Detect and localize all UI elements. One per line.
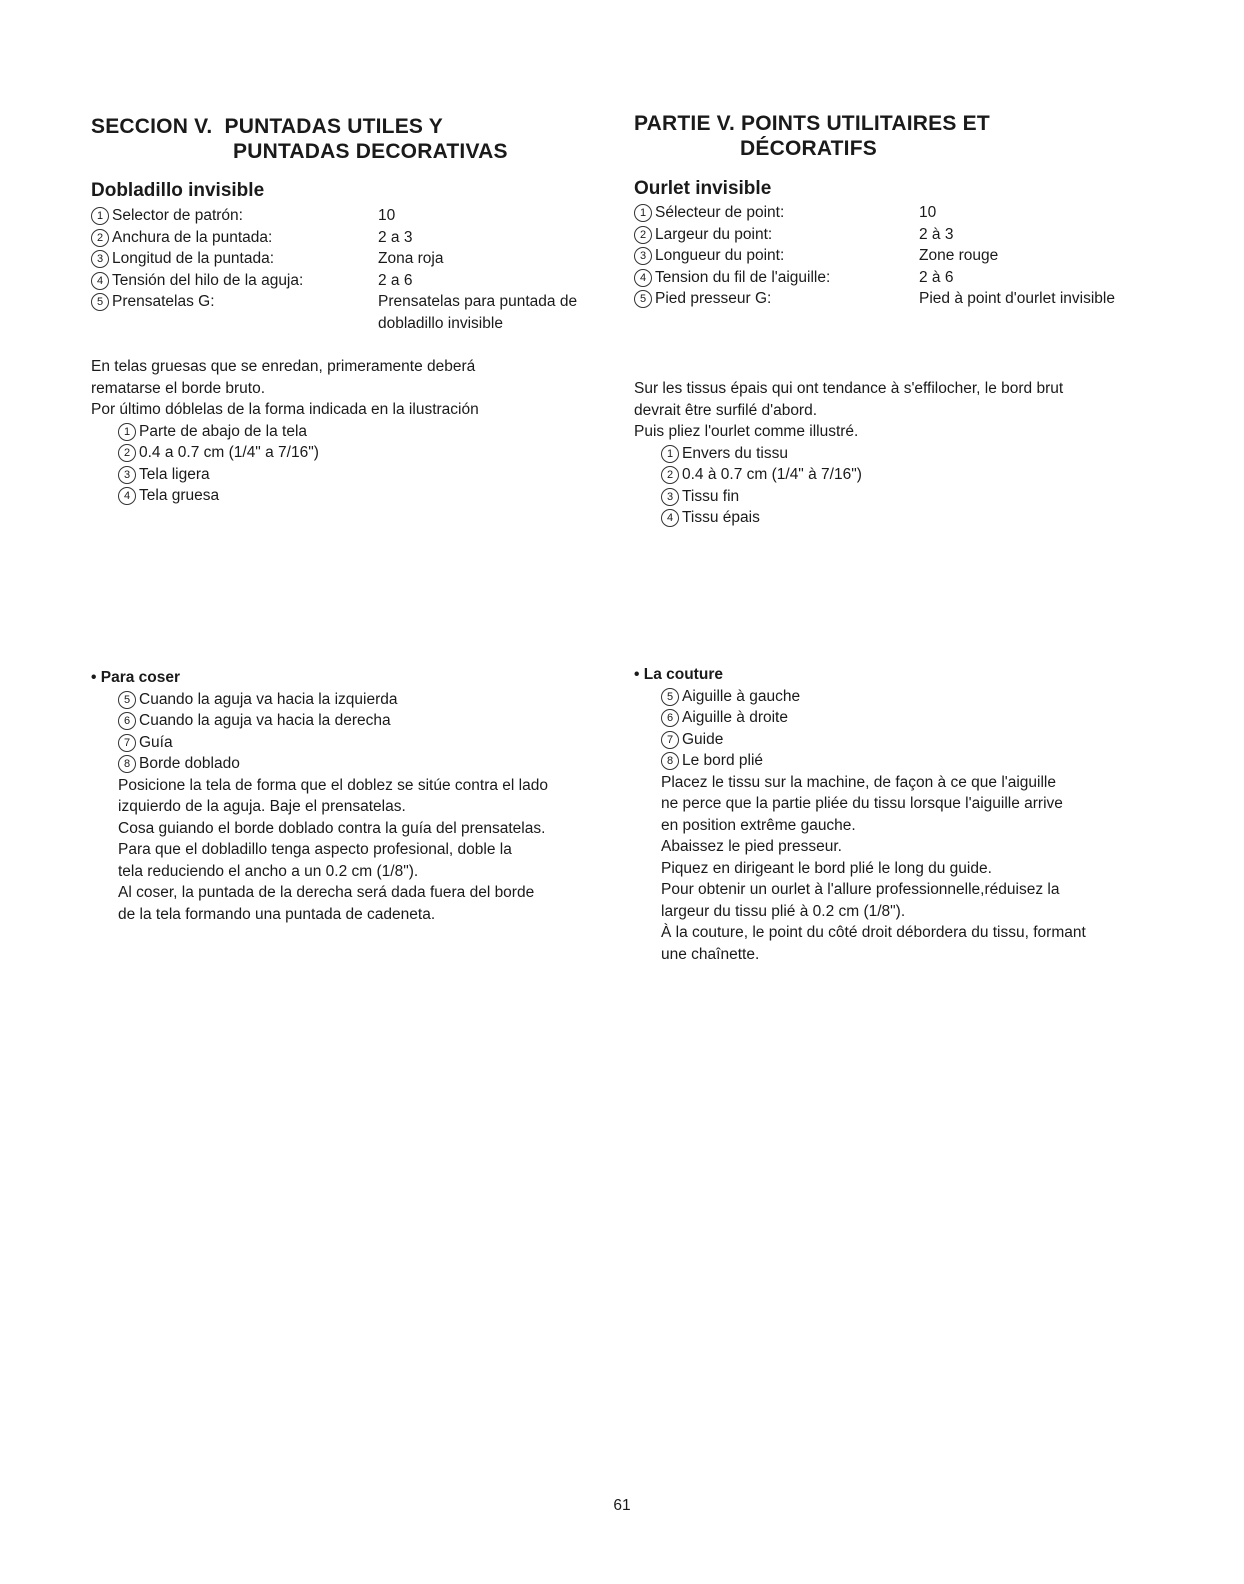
- left-setting-row: [91, 227, 621, 249]
- setting-value: Prensatelas para puntada de: [378, 293, 578, 310]
- sew-text-line: en position extrême gauche.: [661, 816, 856, 834]
- setting-label: Tensión del hilo de la aguja:: [112, 271, 304, 289]
- circled-number-icon: 1: [661, 445, 679, 463]
- setting-label: Longueur du point:: [655, 247, 785, 264]
- setting-value: 2 à 6: [919, 268, 954, 286]
- circled-number-icon: 8: [661, 752, 679, 770]
- left-setting-row: [91, 270, 621, 292]
- sew-text-line: tela reduciendo el ancho a un 0.2 cm (1/8").: [118, 862, 419, 880]
- left-title: [91, 114, 611, 164]
- setting-value: 2 a 3: [378, 228, 413, 246]
- intro-line: Sur les tissus épais qui ont tendance à s'effilocher, le bord brut: [634, 380, 1064, 397]
- part-item: [91, 464, 631, 486]
- intro-line: Por último dóblelas de la forma indicada en la ilustración: [91, 401, 479, 418]
- setting-value: Zone rouge: [919, 247, 999, 264]
- circled-number-icon: 1: [118, 423, 136, 441]
- left-setting-row: [91, 291, 621, 334]
- part-text: Parte de abajo de la tela: [139, 422, 308, 440]
- sew-text-line: une chaînette.: [661, 945, 760, 963]
- setting-value: Zona roja: [378, 250, 444, 267]
- right-title-heading: [634, 111, 1194, 161]
- sew-text-line: À la couture, le point du côté droit débordera du tissu, formant: [661, 924, 1086, 941]
- circled-number-icon: 3: [634, 247, 652, 265]
- left-title-line2: PUNTADAS DECORATIVAS: [233, 140, 508, 163]
- part-item: [91, 442, 631, 464]
- sew-item: [634, 686, 1204, 708]
- sew-text-line: de la tela formando una puntada de cadeneta.: [118, 905, 436, 923]
- circled-number-icon: 2: [118, 444, 136, 462]
- circled-number-icon: 2: [634, 226, 652, 244]
- sew-text-line: izquierdo de la aguja. Baje el prensatelas.: [118, 798, 406, 815]
- left-intro: [91, 356, 631, 507]
- part-text: Tela ligera: [139, 465, 210, 483]
- circled-number-icon: 5: [634, 290, 652, 308]
- sew-item-text: Aiguille à droite: [682, 709, 788, 726]
- sew-item-text: Cuando la aguja va hacia la izquierda: [139, 690, 398, 708]
- right-setting-row: [634, 245, 1194, 267]
- circled-number-icon: 3: [91, 250, 109, 268]
- circled-number-icon: 4: [91, 272, 109, 290]
- sew-item-text: Guía: [139, 733, 173, 751]
- setting-label: Selector de patrón:: [112, 207, 243, 224]
- right-title-line2: DÉCORATIFS: [740, 137, 877, 160]
- sew-text-line: Pour obtenir un ourlet à l'allure professionnelle,réduisez la: [661, 881, 1060, 898]
- left-setting-row: [91, 248, 621, 270]
- right-setting-row: [634, 267, 1194, 289]
- right-settings-list: [634, 202, 1194, 310]
- setting-value: 2 à 3: [919, 225, 954, 243]
- circled-number-icon: 4: [661, 509, 679, 527]
- circled-number-icon: 3: [118, 466, 136, 484]
- circled-number-icon: 6: [661, 709, 679, 727]
- sew-item-text: Le bord plié: [682, 752, 764, 769]
- left-setting-row: [91, 205, 621, 227]
- sew-item: [634, 707, 1204, 729]
- sew-item: [634, 750, 1204, 772]
- part-item: [91, 485, 631, 507]
- right-subtitle-heading: Ourlet invisible: [634, 178, 772, 199]
- sew-item: [91, 710, 631, 732]
- circled-number-icon: 2: [91, 229, 109, 247]
- circled-number-icon: 2: [661, 466, 679, 484]
- right-title-line1: PARTIE V. POINTS UTILITAIRES ET: [634, 112, 990, 135]
- circled-number-icon: 3: [661, 488, 679, 506]
- sewing-heading: • Para coser: [91, 669, 181, 686]
- setting-value: 10: [378, 207, 396, 224]
- sew-item-text: Aiguille à gauche: [682, 687, 801, 705]
- circled-number-icon: 5: [661, 688, 679, 706]
- right-setting-row: [634, 224, 1194, 246]
- sewing-heading: • La couture: [634, 666, 723, 683]
- right-setting-row: [634, 288, 1194, 310]
- setting-label: Sélecteur de point:: [655, 204, 785, 221]
- sew-text-line: Placez le tissu sur la machine, de façon à ce que l'aiguille: [661, 773, 1056, 791]
- left-title-line1: SECCION V. PUNTADAS UTILES Y: [91, 115, 443, 138]
- part-text: Tissu épais: [682, 509, 760, 526]
- intro-line: En telas gruesas que se enredan, primeramente deberá: [91, 358, 476, 375]
- right-setting-row: [634, 202, 1194, 224]
- part-item: [634, 443, 1194, 465]
- circled-number-icon: 7: [118, 734, 136, 752]
- part-item: [91, 421, 631, 443]
- sew-text-line: Piquez en dirigeant le bord plié le long du guide.: [661, 859, 992, 877]
- sew-item: [91, 689, 631, 711]
- part-item: [634, 464, 1194, 486]
- left-sewing-section: [91, 667, 631, 925]
- sew-item-text: Cuando la aguja va hacia la derecha: [139, 712, 391, 729]
- circled-number-icon: 7: [661, 731, 679, 749]
- setting-value: 10: [919, 204, 937, 221]
- circled-number-icon: 8: [118, 755, 136, 773]
- circled-number-icon: 6: [118, 712, 136, 730]
- setting-value: Pied à point d'ourlet invisible: [919, 290, 1115, 307]
- part-text: Tissu fin: [682, 487, 740, 505]
- setting-label: Anchura de la puntada:: [112, 228, 273, 246]
- right-subtitle: [634, 178, 771, 200]
- intro-line: devrait être surfilé d'abord.: [634, 401, 818, 419]
- setting-label: Pied presseur G:: [655, 290, 772, 307]
- sew-item: [91, 753, 631, 775]
- part-text: Tela gruesa: [139, 487, 220, 504]
- setting-label: Largeur du point:: [655, 225, 773, 243]
- circled-number-icon: 1: [91, 207, 109, 225]
- part-item: [634, 507, 1194, 529]
- setting-value-cont: dobladillo invisible: [378, 314, 503, 332]
- setting-label: Longitud de la puntada:: [112, 250, 275, 267]
- intro-line: Puis pliez l'ourlet comme illustré.: [634, 423, 859, 440]
- intro-line: rematarse el borde bruto.: [91, 379, 266, 397]
- circled-number-icon: 1: [634, 204, 652, 222]
- right-intro: [634, 378, 1194, 529]
- left-subtitle-heading: Dobladillo invisible: [91, 180, 265, 201]
- part-text: Envers du tissu: [682, 444, 788, 462]
- part-item: [634, 486, 1194, 508]
- sew-text-line: Al coser, la puntada de la derecha será dada fuera del borde: [118, 884, 535, 901]
- sew-item-text: Guide: [682, 730, 724, 748]
- sew-item: [91, 732, 631, 754]
- setting-label: Prensatelas G:: [112, 293, 215, 310]
- part-text: 0.4 à 0.7 cm (1/4" à 7/16"): [682, 466, 862, 483]
- sew-text-line: Para que el dobladillo tenga aspecto profesional, doble la: [118, 841, 512, 858]
- part-text: 0.4 a 0.7 cm (1/4" a 7/16"): [139, 444, 319, 461]
- setting-value: 2 a 6: [378, 271, 413, 289]
- setting-label: Tension du fil de l'aiguille:: [655, 268, 831, 286]
- sew-text-line: Abaissez le pied presseur.: [661, 838, 842, 855]
- circled-number-icon: 4: [118, 487, 136, 505]
- left-settings-list: [91, 205, 621, 334]
- sew-item-text: Borde doblado: [139, 755, 240, 772]
- circled-number-icon: 5: [91, 293, 109, 311]
- left-subtitle: [91, 180, 264, 202]
- sew-item: [634, 729, 1204, 751]
- sew-text-line: ne perce que la partie pliée du tissu lorsque l'aiguille arrive: [661, 795, 1063, 812]
- right-title: [634, 111, 1194, 161]
- circled-number-icon: 4: [634, 269, 652, 287]
- sew-text-line: Cosa guiando el borde doblado contra la guía del prensatelas.: [118, 819, 546, 837]
- right-sewing-section: [634, 664, 1204, 965]
- sew-text-line: largeur du tissu plié à 0.2 cm (1/8").: [661, 902, 906, 920]
- circled-number-icon: 5: [118, 691, 136, 709]
- page-number: 61: [613, 1497, 631, 1514]
- left-title-heading: [91, 114, 611, 164]
- sew-text-line: Posicione la tela de forma que el doblez se sitúe contra el lado: [118, 776, 548, 794]
